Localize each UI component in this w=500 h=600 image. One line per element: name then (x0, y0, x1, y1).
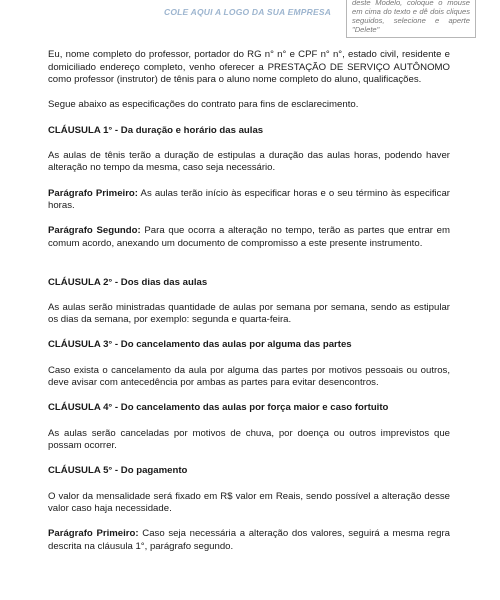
instruction-note: deste Modelo, coloque o mouse em cima do texto e dê dois cliques seguidos, selecione e aperte "Delete" (346, 0, 476, 38)
specs-paragraph: Segue abaixo as especificações do contrato para fins de esclarecimento. (48, 99, 359, 111)
contract-body (48, 49, 450, 566)
clause-2-text: As aulas serão ministradas quantidade de aulas por semana por semana, sendo as estipular os dias da semana, por exemplo: segunda e quarta-feira. (48, 301, 450, 326)
paragraph-label: Parágrafo Segundo: (48, 225, 141, 237)
paragraph-text: As aulas terão início às especificar horas e o seu término às especificar horas. (48, 187, 451, 212)
clause-1-text: As aulas de tênis terão a duração de estipulas a duração das aulas horas, podendo haver alteração no tempo da mesma, caso seja necessário. (48, 149, 450, 174)
paragraph-text: Para que ocorra a alteração no tempo, terão as partes que entrar em comum acordo, anexando um documento de compromisso a este presente instrumento. (48, 225, 451, 249)
clause-4-title: CLÁUSULA 4° - Do cancelamento das aulas por força maior e caso fortuito (48, 402, 389, 414)
clause-5-text: O valor da mensalidade será fixado em R$ valor em Reais, sendo possível a alteração desse valor caso haja necessidade. (48, 490, 450, 515)
clause-3-text: Caso exista o cancelamento da aula por alguma das partes por motivos pessoais ou outros, deve avisar com antecedência por ambas as partes para evitar desencontros. (48, 364, 450, 389)
clause-5-paragraph-1 (48, 528, 450, 553)
clause-5-title: CLÁUSULA 5° - Do pagamento (48, 465, 188, 477)
clause-1-title: CLÁUSULA 1° - Da duração e horário das aulas (48, 124, 264, 136)
clause-4-text: As aulas serão canceladas por motivos de chuva, por doença ou outros imprevistos que possam ocorrer. (48, 427, 450, 452)
paragraph-text: Caso seja necessária a alteração dos valores, seguirá a mesma regra descrita na cláusula 1°, parágrafo segundo. (48, 528, 450, 552)
logo-placeholder: COLE AQUI A LOGO DA SUA EMPRESA (164, 7, 332, 17)
paragraph-label: Parágrafo Primeiro: (48, 528, 139, 540)
clause-1-paragraph-1 (48, 188, 450, 213)
intro-paragraph: Eu, nome completo do professor, portador do RG n° n° e CPF n° n°, estado civil, residente e domiciliado endereço completo, venho oferecer a PRESTAÇÃO DE SERVIÇO AUTÔNOMO como professor (instrutor) de tênis para o aluno nome completo do aluno, qualificações. (48, 49, 450, 86)
paragraph-label: Parágrafo Primeiro: (48, 187, 138, 199)
clause-2-title: CLÁUSULA 2° - Dos dias das aulas (48, 276, 208, 288)
clause-1-paragraph-2 (48, 225, 450, 250)
clause-3-title: CLÁUSULA 3° - Do cancelamento das aulas por alguma das partes (48, 339, 352, 351)
